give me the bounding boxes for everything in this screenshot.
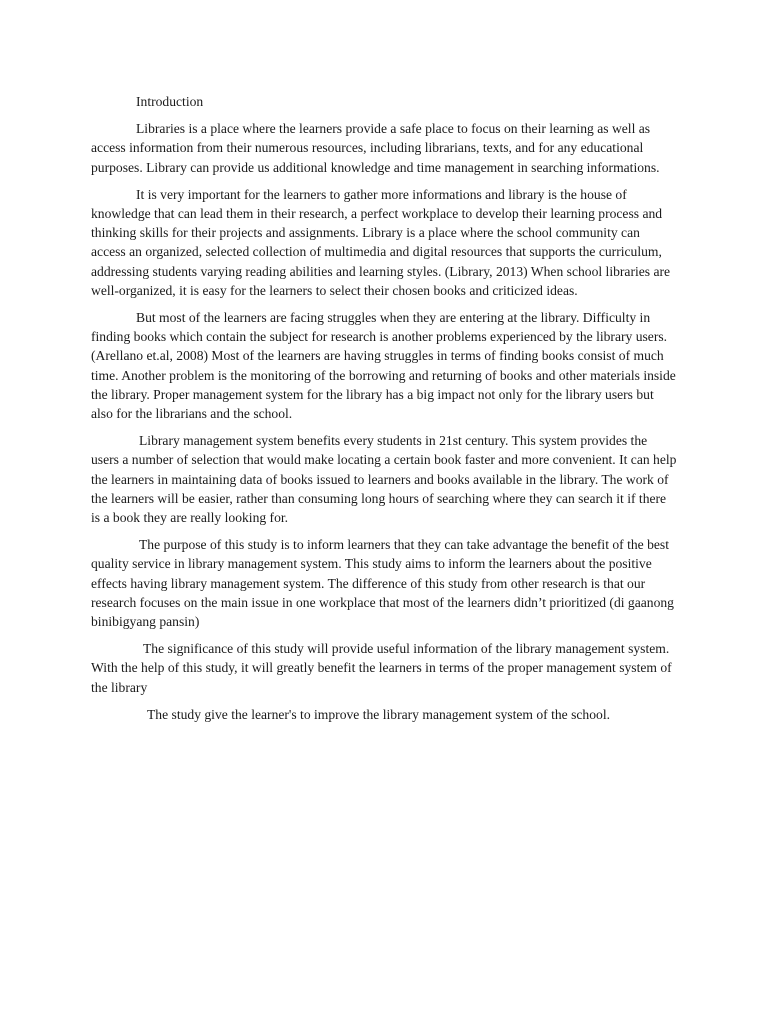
paragraph-conclusion: The study give the learner's to improve the library management system of the school. xyxy=(147,706,610,722)
paragraph-significance: The significance of this study will provide useful information of the library management system. With the help of this study, it will greatly benefit the learners in terms of the proper management system of the library xyxy=(91,641,672,695)
paragraph-importance: It is very important for the learners to gather more informations and library is the house of knowledge that can lead them in their research, a perfect workplace to develop their learning process and thinking skills for their projects and assignments. Library is a place where the school community can access an organized, selected collection of multimedia and digital resources that supports the curriculum, addressing students varying reading abilities and learning styles. (Library, 2013) When school libraries are well-organized, it is easy for the learners to select their chosen books and criticized ideas. xyxy=(91,186,671,298)
paragraph-purpose: The purpose of this study is to inform learners that they can take advantage the benefit of the best quality service in library management system. This study aims to inform the learners about the positive effects having library management system. The difference of this study from other research is that our research focuses on the main issue in one workplace that most of the learners didn’t prioritized (di gaanong binibigyang pansin) xyxy=(91,537,674,630)
section-heading: Introduction xyxy=(136,94,204,109)
document-page xyxy=(91,92,677,732)
paragraph-libraries-definition: Libraries is a place where the learners provide a safe place to focus on their learning as well as access information from their numerous resources, including librarians, texts, and for any educational purposes. Library can provide us additional knowledge and time management in searching informations. xyxy=(91,121,660,175)
paragraph-struggles: But most of the learners are facing struggles when they are entering at the library. Difficulty in finding books which contain the subject for research is another problems experienced by the library users. (Arellano et.al, 2008) Most of the learners are having struggles in terms of finding books consist of much time. Another problem is the monitoring of the borrowing and returning of books and other materials inside the library. Proper management system for the library has a big impact not only for the library users but also for the librarians and the school. xyxy=(91,310,676,422)
paragraph-system-benefits: Library management system benefits every students in 21st century. This system provides the users a number of selection that would make locating a certain book faster and more convenient. It can help the learners in maintaining data of books issued to learners and books available in the library. The work of the learners will be easier, rather than consuming long hours of searching where they can search it if there is a book they are really looking for. xyxy=(91,433,677,526)
